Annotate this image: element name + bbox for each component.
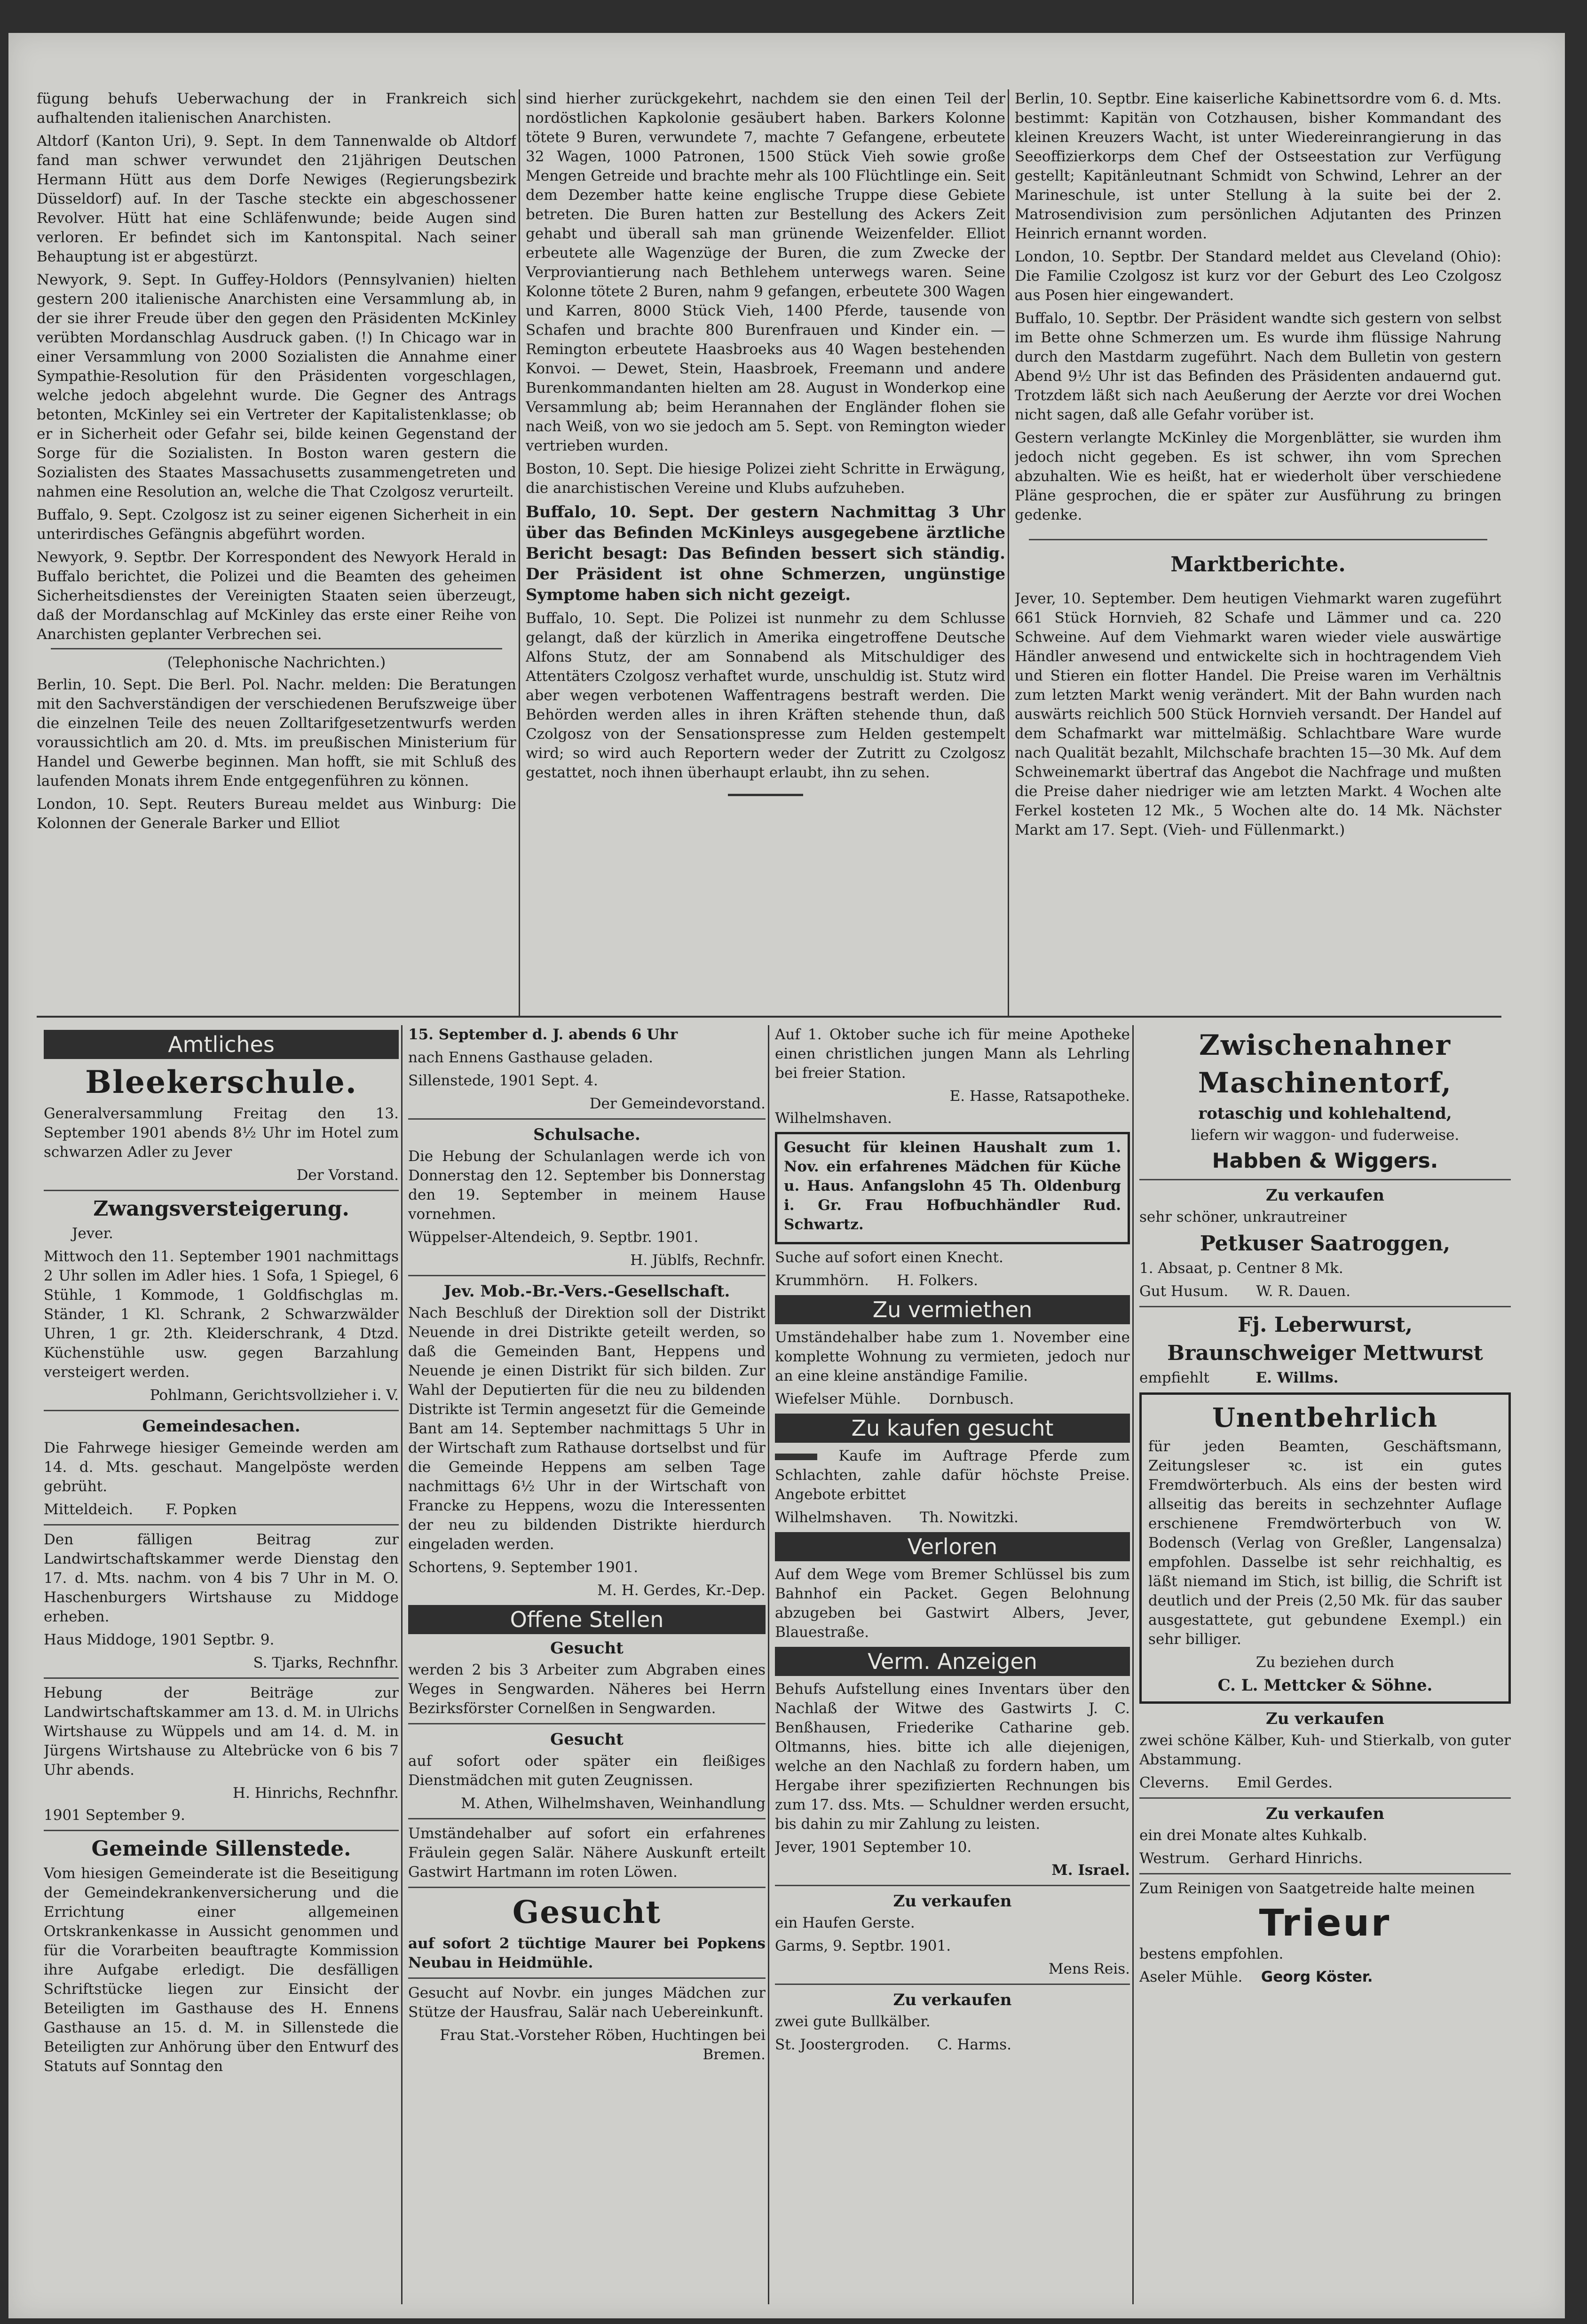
ad-footer: Krummhörn. H. Folkers.	[775, 1272, 978, 1289]
news-item: sind hierher zurückgekehrt, nachdem sie den einen Teil der nordöstlichen Kapkolonie gesäubert haben. Barkers Kolonne tötete 9 Buren, verwundete 7, machte 7 Gefangene, erbeutete 32 Wagen, 1000 Patronen, 1500 Stück Vieh sowie große Mengen Getreide und brachte mehr als 100 Flüchtlinge ein. Seit dem Dezember hatte keine englische Truppe diese Gebiete betreten. Die Buren hatten zur Bestellung des Ackers Zeit gehabt und überall sah man grünende Weizenfelder. Elliot erbeutete alle Wagenzüge der Buren, die zum Zwecke der Verproviantierung nach Bethlehem unterwegs waren. Seine Kolonne tötete 2 Buren, nahm 9 gefangen, erbeutete 300 Wagen und Karren, 8000 Stück Vieh, 1400 Pferde, tausende von Schafen und brachte 800 Burenfrauen und Kinder ein. — Remington erbeutete Haasbroeks aus 40 Wagen bestehenden Konvoi. — Dewet, Stein, Haasbroek, Freemann und andere Burenkommandanten hielten am 28. August in Wonderkop eine Versammlung ab; beim Herannahen der Engländer flohen sie nach Weiß, von wo sie jedoch am 5. Sept. von Remington wieder vertrieben wurden.	[526, 90, 1005, 454]
ad-text: Generalversammlung Freitag den 13. September 1901 abends 8½ Uhr im Hotel zum schwarzen Adler zu Jever	[44, 1105, 399, 1161]
newspaper-page	[8, 33, 1565, 2318]
ad-signature: Mens Reis.	[1048, 1960, 1130, 1977]
ad-date: 1901 September 9.	[44, 1807, 185, 1824]
boxed-ad	[1139, 1392, 1511, 1704]
ads-column-3	[775, 1025, 1130, 2309]
trieur-title: Trieur	[1259, 1902, 1391, 1945]
ads-column-1	[44, 1025, 399, 2309]
ad-signature: Der Gemeindevorstand.	[589, 1095, 766, 1112]
ad-footer: St. Joostergroden. C. Harms.	[775, 2036, 1011, 2053]
divider	[1139, 1306, 1511, 1307]
ad-text: Gesucht auf Novbr. ein junges Mädchen zur Stütze der Hausfrau, Salär nach Uebereinkunft.	[408, 1984, 766, 2021]
news-item: Berlin, 10. Sept. Die Berl. Pol. Nachr. melden: Die Beratungen mit den Sachverständigen der verschiedenen Berufszweige über die einzelnen Teile des neuen Zolltarifgesetzentwurfs werden voraussichtlich am 20. d. Mts. im preußischen Ministerium für Handel und Gewerbe beginnen. Man hofft, sie mit Schluß des laufenden Monats ihrem Ende entgegenführen zu können.	[37, 676, 516, 790]
section-rule	[37, 1016, 1501, 1018]
ad-title: Gesucht	[550, 1730, 624, 1749]
ad-text: Mittwoch den 11. September 1901 nachmittags 2 Uhr sollen im Adler hies. 1 Sofa, 1 Spiegel, 6 Stühle, 1 Kommode, 1 Goldfischglas m. Ständer, 1 Kl. Schrank, 2 Schwarzwälder Uhren, 1 gr. 2th. Kleiderschrank, 4 Dtzd. Küchenstühle usw. gegen Barzahlung versteigert werden.	[44, 1248, 399, 1381]
ad-title: Gesucht	[550, 1639, 624, 1658]
ad-text: 1. Absaat, p. Centner 8 Mk.	[1139, 1260, 1343, 1277]
ad-title: Schulsache.	[533, 1125, 640, 1144]
ad-text: zwei gute Bullkälber.	[775, 2013, 931, 2030]
ad-text: Behufs Aufstellung eines Inventars über den Nachlaß der Witwe des Gastwirts J. C. Benßhausen, Friederike Catharine geb. Oltmanns, hies. bitte ich alle diejenigen, welche an den Nachlaß zu fordern haben, um Hergabe ihrer spezifizierten Rechnungen bis zum 17. dss. Mts. — Schuldner werden ersucht, bis dahin zu mir Zahlung zu leisten.	[775, 1681, 1130, 1833]
end-rule	[728, 794, 803, 796]
divider	[408, 1275, 766, 1276]
ad-title: Zwangsversteigerung.	[93, 1197, 349, 1221]
column-rule	[768, 1025, 769, 2304]
ad-footer: Mitteldeich. F. Popken	[44, 1501, 237, 1518]
ad-date: Wüppelser-Altendeich, 9. Septbr. 1901.	[408, 1229, 699, 1246]
column-rule	[1008, 89, 1009, 1016]
ad-signature: S. Tjarks, Rechnfhr.	[253, 1654, 399, 1671]
ad-text: Die Fahrwege hiesiger Gemeinde werden am 14. d. Mts. geschaut. Mangelpöste werden gebrüht.	[44, 1439, 399, 1495]
ads-column-2	[408, 1025, 766, 2309]
ad-title: Braunschweiger Mettwurst	[1167, 1341, 1483, 1365]
news-item: Boston, 10. Sept. Die hiesige Polizei zieht Schritte in Erwägung, die anarchistischen Vereine und Klubs aufzuheben.	[526, 460, 1005, 497]
ad-place: Wilhelmshaven.	[775, 1110, 892, 1127]
ad-title: Bleekerschule.	[85, 1064, 357, 1100]
divider	[408, 1977, 766, 1979]
ad-footer: Wilhelmshaven. Th. Nowitzki.	[775, 1509, 1019, 1526]
ad-date: Sillenstede, 1901 Sept. 4.	[408, 1072, 598, 1089]
ad-signature: E. Hasse, Ratsapotheke.	[949, 1088, 1130, 1105]
ad-title: Zu verkaufen	[893, 1892, 1012, 1911]
news-item: Gestern verlangte McKinley die Morgenblätter, sie wurden ihm jedoch nicht gegeben. Es ist schwer, ihn vom Sprechen abzuhalten. Wie es heißt, hat er wiederholt über verschiedene Pläne gesprochen, die er später zur Ausführung zu bringen gedenke.	[1015, 429, 1501, 523]
ad-text: Zum Reinigen von Saatgetreide halte meinen	[1139, 1880, 1475, 1897]
ad-signature: M. H. Gerdes, Kr.-Dep.	[597, 1582, 766, 1599]
ad-firm: Habben & Wiggers.	[1212, 1149, 1438, 1173]
column-rule	[1132, 1025, 1134, 2304]
ad-text: Auf dem Wege vom Bremer Schlüssel bis zum Bahnhof ein Packet. Gegen Belohnung abzugeben bei Gastwirt Albers, Jever, Blauestraße.	[775, 1566, 1130, 1641]
ad-text: Auf 1. Oktober suche ich für meine Apotheke einen christlichen jungen Mann als Lehrling bei freier Station.	[775, 1026, 1130, 1082]
ad-subtitle: rotaschig und kohlehaltend,	[1198, 1104, 1452, 1123]
news-item-bold: Buffalo, 10. Sept. Der gestern Nachmittag 3 Uhr über das Befinden McKinleys ausgegebene ärztliche Bericht besagt: Das Befinden bessert sich ständig. Der Präsident ist ohne Schmerzen, ungünstige Symptome haben sich nicht gezeigt.	[526, 503, 1005, 604]
ad-text: Vom hiesigen Gemeinderate ist die Beseitigung der Gemeindekrankenversicherung und die Errichtung einer allgemeinen Ortskrankenkasse in Aussicht genommen und für die Vorarbeiten beauftragte Kommission ihre Aufgabe erledigt. Die desfälligen Schriftstücke liegen zur Einsicht der Beteiligten im Gasthause des H. Ennens Gasthause an 15. d. M. in Sillenstede die Beteiligten zur Anhörung über den Entwurf des Statuts auf Sonntag den	[44, 1865, 399, 2075]
news-column-1	[37, 89, 516, 1030]
offene-stellen-banner: Offene Stellen	[408, 1605, 766, 1634]
news-item: Newyork, 9. Sept. In Guffey-Holdors (Pennsylvanien) hielten gestern 200 italienische Anarchisten eine Versammlung ab, in der sie ihrer Freude über den gegen den Präsidenten McKinley verübten Mordanschlag Ausdruck gaben. (!) In Chicago war in einer Versammlung von 2000 Sozialisten die Annahme einer Sympathie-Resolution für den Präsidenten vorgeschlagen, welche jedoch abgelehnt wurde. Die Gegner des Antrags betonten, McKinley sei ein Vertreter der Kapitalistenklasse; ob er in Sicherheit oder Gefahr sei, bilde keinen Gegenstand der Sorge für die Sozialisten. In Boston waren gestern die Sozialisten des Staates Massachusetts zusammengetreten und nahmen eine Resolution an, welche die That Czolgosz verurteilt.	[37, 271, 516, 500]
divider	[44, 1677, 399, 1679]
ad-text: werden 2 bis 3 Arbeiter zum Abgraben eines Weges in Sengwarden. Näheres bei Herrn Bezirksförster Cornelßen in Sengwarden.	[408, 1661, 766, 1717]
ad-date: Schortens, 9. September 1901.	[408, 1559, 639, 1576]
news-item: Buffalo, 10. Sept. Die Polizei ist nunmehr zu dem Schlusse gelangt, daß der kürzlich in Amerika eingetroffene Deutsche Alfons Stutz, der am Sonnabend als Mitschuldiger des Attentäters Czolgosz verhaftet wurde, unschuldig ist. Stutz wird aber wegen verbotenen Waffentragens bestraft werden. Die Behörden werden alles in ihren Kräften stehende thun, daß Czolgosz von der Sensationspresse zum Helden gestempelt wird; so wird auch Reportern weder der Zutritt zu Czolgosz gestattet, noch ihnen überhaupt erlaubt, ihn zu sehen.	[526, 610, 1005, 781]
ad-text: ein Haufen Gerste.	[775, 1914, 915, 1931]
ad-text: liefern wir waggon- und fuderweise.	[1191, 1127, 1460, 1144]
ad-firm: C. L. Mettcker & Söhne.	[1217, 1676, 1433, 1695]
ad-footer: Westrum. Gerhard Hinrichs.	[1139, 1850, 1363, 1867]
ad-text: für jeden Beamten, Geschäftsmann, Zeitungsleser ꝛc. ist ein gutes Fremdwörterbuch. Als eins der besten wird allseitig das bereits in sechzehnter Auflage erschienene Fremdwörterbuch von W. Bodensch (Verlag von Greßler, Langensalza) empfohlen. Dasselbe ist sehr reichhaltig, es läßt niemand im Stich, ist billig, die Schrift ist deutlich und der Preis (2,50 Mk. für das sauber ausgestattete, gut gebundene Exempl.) ein sehr billiger.	[1148, 1438, 1502, 1648]
news-item: London, 10. Septbr. Der Standard meldet aus Cleveland (Ohio): Die Familie Czolgosz ist kurz vor der Geburt des Leo Czolgosz aus Posen hier eingewandert.	[1015, 248, 1501, 304]
divider	[1139, 1179, 1511, 1180]
ad-title: Zu verkaufen	[893, 1991, 1012, 2009]
ad-date: Jever, 1901 September 10.	[775, 1839, 972, 1856]
ad-title: Maschinentorf,	[1198, 1067, 1453, 1099]
ad-text: Die Hebung der Schulanlagen werde ich von Donnerstag den 12. September bis Donnerstag den 19. September in meinem Hause vornehmen.	[408, 1148, 766, 1223]
ad-title: Zu verkaufen	[1266, 1804, 1384, 1823]
news-item: Buffalo, 9. Sept. Czolgosz ist zu seiner eigenen Sicherheit in ein unterirdisches Gefängnis abgeführt worden.	[37, 506, 516, 543]
divider	[44, 1410, 399, 1411]
ad-footer: Gut Husum. W. R. Dauen.	[1139, 1283, 1350, 1300]
divider	[408, 1118, 766, 1120]
ad-footer: Cleverns. Emil Gerdes.	[1139, 1774, 1333, 1791]
ad-title: Gemeindesachen.	[142, 1417, 300, 1436]
ad-title: Gesucht	[512, 1894, 662, 1930]
ad-text: sehr schöner, unkrautreiner	[1139, 1209, 1347, 1225]
ad-text: auf sofort oder später ein fleißiges Dienstmädchen mit guten Zeugnissen.	[408, 1753, 766, 1789]
ad-text: Suche auf sofort einen Knecht.	[775, 1249, 1003, 1266]
news-item: Jever, 10. September. Dem heutigen Viehmarkt waren zugeführt 661 Stück Hornvieh, 82 Schafe und Lämmer und ca. 220 Schweine. Auf dem Viehmarkt waren wieder viele auswärtige Händler anwesend und entwickelte sich in hochtragendem Vieh und Stieren ein flotter Handel. Die Preise waren im Verhältnis zum letzten Markt wenig verändert. Mit der Bahn wurden nach auswärts reichlich 500 Stück Hornvieh versandt. Der Handel auf dem Schafmarkt war mittelmäßig. Schlachtbare Ware wurde nach Qualität bezahlt, Milchschafe brachten 15—30 Mk. Auf dem Schweinemarkt übertraf das Angebot die Nachfrage und mußten die Preise daher niedriger wie am letzten Markt. 4 Wochen alte Ferkel kosteten 12 Mk., 5 Wochen alte do. 14 Mk. Nächster Markt am 17. Sept. (Vieh- und Füllenmarkt.)	[1015, 590, 1501, 838]
ad-signature: M. Israel.	[1051, 1862, 1130, 1879]
verm-anzeigen-banner: Verm. Anzeigen	[775, 1647, 1130, 1676]
ad-date: Haus Middoge, 1901 Septbr. 9.	[44, 1631, 275, 1648]
news-item: London, 10. Sept. Reuters Bureau meldet aus Winburg: Die Kolonnen der Generale Barker und Elliot	[37, 796, 516, 832]
ad-date: Garms, 9. Septbr. 1901.	[775, 1937, 951, 1954]
ad-signature: H. Hinrichs, Rechnfhr.	[232, 1785, 399, 1802]
ad-text-row: Kaufe im Auftrage Pferde zum Schlachten, zahle dafür höchste Preise. Angebote erbittet	[775, 1447, 1130, 1503]
divider	[51, 648, 502, 649]
divider	[1029, 539, 1487, 540]
section-heading: (Telephonische Nachrichten.)	[167, 654, 386, 671]
news-column-3	[1015, 89, 1501, 1030]
zu-kaufen-banner: Zu kaufen gesucht	[775, 1414, 1130, 1443]
ad-text: Umständehalber habe zum 1. November eine komplette Wohnung zu vermieten, jedoch nur an eine kleine anständige Familie.	[775, 1329, 1130, 1384]
column-rule	[519, 89, 520, 1016]
divider	[1139, 1873, 1511, 1874]
divider	[775, 1885, 1130, 1886]
ad-footer: Aseler Mühle. Georg Köster.	[1139, 1968, 1373, 1985]
news-column-2	[526, 89, 1005, 1030]
divider	[44, 1524, 399, 1526]
vermiethen-banner: Zu vermiethen	[775, 1295, 1130, 1324]
ad-title: Zu verkaufen	[1266, 1709, 1384, 1728]
ad-title: Zwischenahner	[1199, 1029, 1451, 1062]
news-item: Newyork, 9. Septbr. Der Korrespondent des Newyork Herald in Buffalo berichtet, die Polizei und die Beamten des geheimen Sicherheitsdienstes der Vereinigten Staaten seien überzeugt, daß der Mordanschlag auf McKinley das erste einer Reihe von Anarchisten geplanter Verbrechen sei.	[37, 549, 516, 643]
divider	[408, 1818, 766, 1819]
verloren-banner: Verloren	[775, 1532, 1130, 1561]
divider	[44, 1190, 399, 1191]
ad-signature: H. Jüblfs, Rechnfr.	[630, 1252, 766, 1269]
ad-signature: Frau Stat.-Vorsteher Röben, Huchtingen bei Bremen.	[440, 2027, 766, 2063]
divider	[44, 1830, 399, 1831]
ad-text: ein drei Monate altes Kuhkalb.	[1139, 1827, 1367, 1844]
ad-place: Jever.	[72, 1225, 113, 1242]
ads-column-4	[1139, 1025, 1511, 2309]
ad-text: Nach Beschluß der Direktion soll der Distrikt Neuende in drei Distrikte geteilt werden, so daß die Gemeinden Bant, Heppens und Neuende je einen Distrikt für sich bilden. Zur Wahl der Deputierten für die neu zu bildenden Distrikte ist Termin angesetzt für die Gemeinde Bant am 14. September nachmittags 5 Uhr in der Wirtschaft zum Rathause dortselbst und für die Gemeinde Heppens am selben Tage nachmittags 6½ Uhr in der Wirtschaft von Francke zu Heppens, wozu die Interessenten der neu zu bildenden Distrikte hierdurch eingeladen werden.	[408, 1304, 766, 1553]
amtliches-banner: Amtliches	[44, 1030, 399, 1059]
divider	[408, 1723, 766, 1724]
divider	[408, 1887, 766, 1888]
boxed-ad	[775, 1132, 1130, 1244]
ad-text-bold: auf sofort 2 tüchtige Maurer bei Popkens Neubau in Heidmühle.	[408, 1935, 766, 1971]
ad-text: Hebung der Beiträge zur Landwirtschaftskammer am 13. d. M. in Ulrichs Wirtshause zu Wüppels und am 14. d. M. in Jürgens Wirtshause zu Altebrücke von 6 bis 7 Uhr abends.	[44, 1684, 399, 1779]
ad-text: Den fälligen Beitrag zur Landwirtschaftskammer werde Dienstag den 17. d. Mts. nachm. von 4 bis 7 Uhr in M. O. Haschenburgers Wirtshause zu Middoge erheben.	[44, 1531, 399, 1625]
ad-text: zwei schöne Kälber, Kuh- und Stierkalb, von guter Abstammung.	[1139, 1732, 1511, 1768]
ad-text-bold: 15. September d. J. abends 6 Uhr	[408, 1026, 678, 1043]
ad-text: Zu beziehen durch	[1255, 1654, 1395, 1671]
news-item: fügung behufs Ueberwachung der in Frankreich sich aufhaltenden italienischen Anarchisten.	[37, 90, 516, 126]
news-item: Buffalo, 10. Septbr. Der Präsident wandte sich gestern von selbst im Bette ohne Schmerzen um. Es wurde ihm flüssige Nahrung durch den Mastdarm zugeführt. Nach dem Bulletin von gestern Abend 9½ Uhr ist das Befinden des Präsidenten andauernd gut. Trotzdem läßt sich nach Aeußerung der Aerzte vor drei Wochen nicht sagen, daß alle Gefahr vorüber ist.	[1015, 310, 1501, 423]
ad-footer: empfiehlt E. Willms.	[1139, 1369, 1339, 1386]
ad-signature: Der Vorstand.	[296, 1167, 399, 1184]
news-item: Altdorf (Kanton Uri), 9. Sept. In dem Tannenwalde ob Altdorf fand man schwer verwundet den 21jährigen Deutschen Hermann Hütt aus dem Dorfe Newiges (Regierungsbezirk Düsseldorf) auf. In der Tasche steckte ein abgeschossener Revolver. Hütt hat eine Schläfenwunde; beide Augen sind verloren. Er befindet sich im Kantonspital. Nach seiner Behauptung ist er abgestürzt.	[37, 133, 516, 265]
ad-signature: M. Athen, Wilhelmshaven, Weinhandlung	[461, 1795, 766, 1812]
ad-text-bold: Gesucht für kleinen Haushalt zum 1. Nov. ein erfahrenes Mädchen für Küche u. Haus. Anfangslohn 45 Th. Oldenburg i. Gr. Frau Hofbuchhändler Rud. Schwartz.	[784, 1139, 1121, 1233]
news-item: Berlin, 10. Septbr. Eine kaiserliche Kabinettsordre vom 6. d. Mts. bestimmt: Kapitän von Cotzhausen, bisher Kommandant des kleinen Kreuzers Wacht, ist unter Wiedereinrangierung in das Seeoffizierkorps dem Chef der Ostseestation zur Verfügung gestellt; Kapitänleutnant Schmidt von Schwind, Lehrer an der Marineschule, ist unter Stellung à la suite bei der 2. Matrosendivision zum persönlichen Adjutanten des Prinzen Heinrich ernannt worden.	[1015, 90, 1501, 242]
divider	[775, 1984, 1130, 1985]
ad-text: nach Ennens Gasthause geladen.	[408, 1049, 653, 1066]
ad-signature: Pohlmann, Gerichtsvollzieher i. V.	[150, 1387, 399, 1404]
column-rule	[401, 1025, 403, 2304]
ad-text: Umständehalber auf sofort ein erfahrenes Fräulein gegen Salär. Nähere Auskunft erteilt Gastwirt Hartmann im roten Löwen.	[408, 1825, 766, 1881]
ad-title: Unentbehrlich	[1212, 1402, 1438, 1433]
divider	[1139, 1797, 1511, 1799]
market-heading: Marktberichte.	[1170, 553, 1346, 577]
ad-title: Petkuser Saatroggen,	[1200, 1232, 1451, 1256]
ad-footer: Wiefelser Mühle. Dornbusch.	[775, 1391, 1014, 1407]
ad-title: Gemeinde Sillenstede.	[91, 1837, 351, 1861]
ad-title: Jev. Mob.-Br.-Vers.-Gesellschaft.	[443, 1282, 730, 1301]
ad-text: bestens empfohlen.	[1139, 1945, 1284, 1962]
ad-title: Fj. Leberwurst,	[1237, 1313, 1413, 1337]
ad-title: Zu verkaufen	[1266, 1186, 1384, 1205]
pointing-hand-icon	[775, 1454, 817, 1460]
